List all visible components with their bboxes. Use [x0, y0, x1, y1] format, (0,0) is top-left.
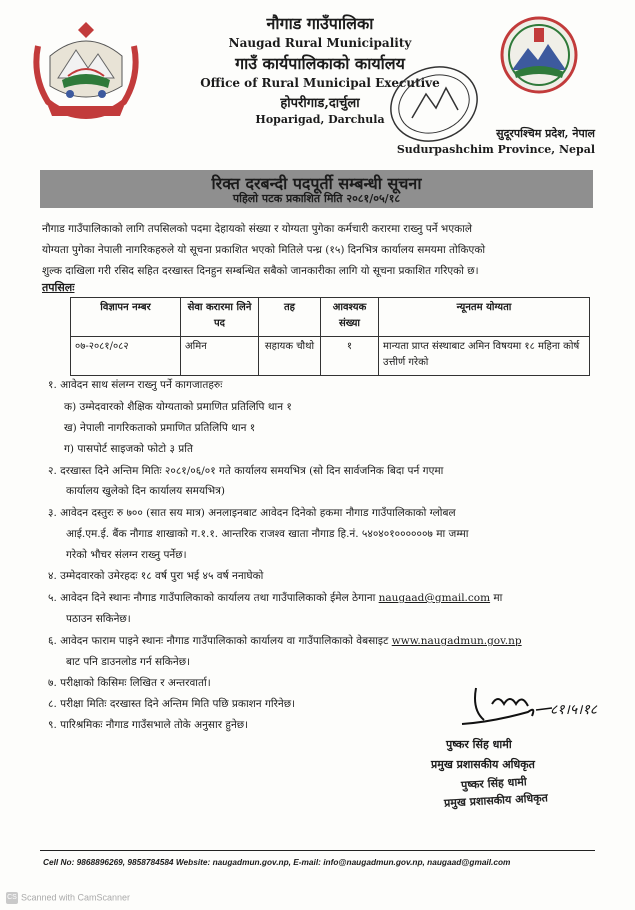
list-item: १. आवेदन साथ संलग्न राख्नु पर्ने कागजातहरुः: [48, 379, 223, 391]
cell-post: अमिन: [181, 337, 259, 376]
list-item: ४. उम्मेदवारको उमेरहदः १८ वर्ष पुरा भई ४५ वर्ष ननाघेको: [48, 570, 264, 582]
cell-level: सहायक चौथो: [259, 337, 321, 376]
municipality-name-en: Naugad Rural Municipality: [228, 36, 412, 50]
signatory-name: पुष्कर सिंह धामी: [446, 738, 512, 751]
footer-divider: [40, 850, 595, 851]
handwritten-signature-icon: [432, 680, 602, 738]
office-name-np: गाउँ कार्यपालिकाको कार्यालय: [235, 54, 405, 73]
list-item-text: ६. आवेदन फाराम पाइने स्थानः नौगाड गाउँपालिकाको कार्यालय वा गाउँपालिकाको वेबसाइट: [48, 635, 392, 647]
notice-title-band: [40, 170, 593, 208]
col-header-post: सेवा करारमा लिने पद: [181, 298, 259, 337]
list-item-text: ५. आवेदन दिने स्थानः नौगाड गाउँपालिकाको कार्यालय तथा गाउँपालिकाको ईमेल ठेगाना: [48, 592, 379, 604]
cell-count: १: [321, 337, 379, 376]
website-link[interactable]: www.naugadmun.gov.np: [391, 635, 522, 647]
list-item: [48, 591, 502, 605]
col-header-qualification: न्यूनतम योग्यता: [379, 298, 590, 337]
col-header-ad-number: विज्ञापन नम्बर: [71, 298, 181, 337]
province-en: Sudurpashchim Province, Nepal: [396, 143, 595, 156]
list-item: ९. पारिश्रमिकः नौगाड गाउँसभाले तोके अनुसार हुनेछ।: [48, 719, 249, 731]
nepal-emblem-icon: [28, 16, 144, 124]
list-item: ७. परीक्षाको किसिमः लिखित र अन्तरवार्ता।: [48, 677, 211, 689]
col-header-level: तह: [259, 298, 321, 337]
title-stamp: प्रमुख प्रशासकीय अधिकृत: [443, 791, 549, 810]
scanner-label: Scanned with CamScanner: [21, 892, 131, 903]
municipality-logo-icon: [500, 14, 578, 96]
province-np: सुदूरपश्चिम प्रदेश, नेपाल: [496, 127, 595, 140]
list-item: कार्यालय खुलेको दिन कार्यालय समयभित्र): [66, 485, 226, 497]
list-item: क) उम्मेदवारको शैक्षिक योग्यताको प्रमाणित प्रतिलिपि थान १: [64, 401, 292, 413]
signatory-title: प्रमुख प्रशासकीय अधिकृत: [431, 758, 535, 771]
scanner-watermark: [6, 892, 130, 904]
list-item: आई.एम.ई. बैंक नौगाड शाखाको ग.१.१. आन्तरिक राजश्व खाता नौगाड हि.नं. ५४०४०१००००००७ मा जम्मा: [66, 528, 469, 540]
intro-line: शुल्क दाखिला गरी रसिद सहित दरखास्त दिनहुन सम्बन्धित सबैको जानकारीका लागि यो सूचना प्रकाशित गरिएको छ।: [42, 265, 479, 277]
list-item: ३. आवेदन दस्तुरः रु ७०० (सात सय मात्र) अनलाइनबाट आवेदन दिनेको हकमा नौगाड गाउँपालिकाको ग्लोबल: [48, 507, 456, 519]
province-block: [397, 126, 595, 158]
cell-ad-number: ०७-२०८१/०८२: [71, 337, 181, 376]
list-item: ८. परीक्षा मितिः दरखास्त दिने अन्तिम मिति पछि प्रकाशन गरिनेछ।: [48, 698, 296, 710]
list-item-text: मा: [490, 592, 503, 604]
name-stamp: पुष्कर सिंह धामी: [460, 775, 527, 792]
signature-date: ८१।५।१८: [550, 702, 598, 718]
notice-subtitle: पहिलो पटक प्रकाशित मिति २०८१/०५/१८: [232, 192, 401, 205]
office-name-en: Office of Rural Municipal Executive: [200, 76, 440, 90]
camscanner-icon: CS: [6, 892, 18, 904]
place-np: होपरीगाड,दार्चुला: [280, 96, 360, 111]
municipality-name-np: नौगाड गाउँपालिका: [266, 14, 374, 33]
vacancy-table: [70, 297, 590, 376]
list-item: ख) नेपाली नागरिकताको प्रमाणित प्रतिलिपि थान १: [64, 422, 256, 434]
intro-line: नौगाड गाउँपालिकाको लागि तपसिलको पदमा देहायको संख्या र योग्यता पुगेका कर्मचारी करारमा राख्नु पर्ने भएकाले: [42, 223, 473, 235]
list-item: पठाउन सकिनेछ।: [66, 613, 131, 625]
list-item: [48, 634, 522, 648]
intro-paragraph: [42, 219, 592, 282]
table-row: [71, 337, 590, 376]
schedule-label: तपसिलः: [42, 281, 75, 294]
notice-title: रिक्त दरबन्दी पदपूर्ती सम्बन्धी सूचना: [211, 174, 422, 193]
table-header-row: [71, 298, 590, 337]
intro-line: योग्यता पुगेका नेपाली नागरिकहरुले यो सूचना प्रकाशित भएको मितिले पन्ध्र (१५) दिनभित्र कार्यालय समयमा तोकिएको: [42, 244, 486, 256]
cell-qualification: मान्यता प्राप्त संस्थाबाट अमिन विषयमा १८ महिना कोर्ष उत्तीर्ण गरेको: [379, 337, 590, 376]
col-header-count: आवश्यक संख्या: [321, 298, 379, 337]
email-link[interactable]: naugaad@gmail.com: [378, 592, 491, 604]
place-en: Hoparigad, Darchula: [255, 113, 385, 126]
list-item: गरेको भौचर संलग्न राख्नु पर्नेछ।: [66, 549, 187, 561]
contact-footer: Cell No: 9868896269, 9858784584 Website: naugadmun.gov.np, E-mail: info@naugadmun.gov.np, naugaad@gmail.com: [43, 857, 511, 867]
list-item: बाट पनि डाउनलोड गर्न सकिनेछ।: [66, 656, 191, 668]
list-item: ग) पासपोर्ट साइजको फोटो ३ प्रति: [64, 443, 193, 455]
list-item: २. दरखास्त दिने अन्तिम मितिः २०८१/०६/०१ गते कार्यालय समयभित्र (सो दिन सार्वजनिक बिदा पर्न गएमा: [48, 465, 444, 477]
